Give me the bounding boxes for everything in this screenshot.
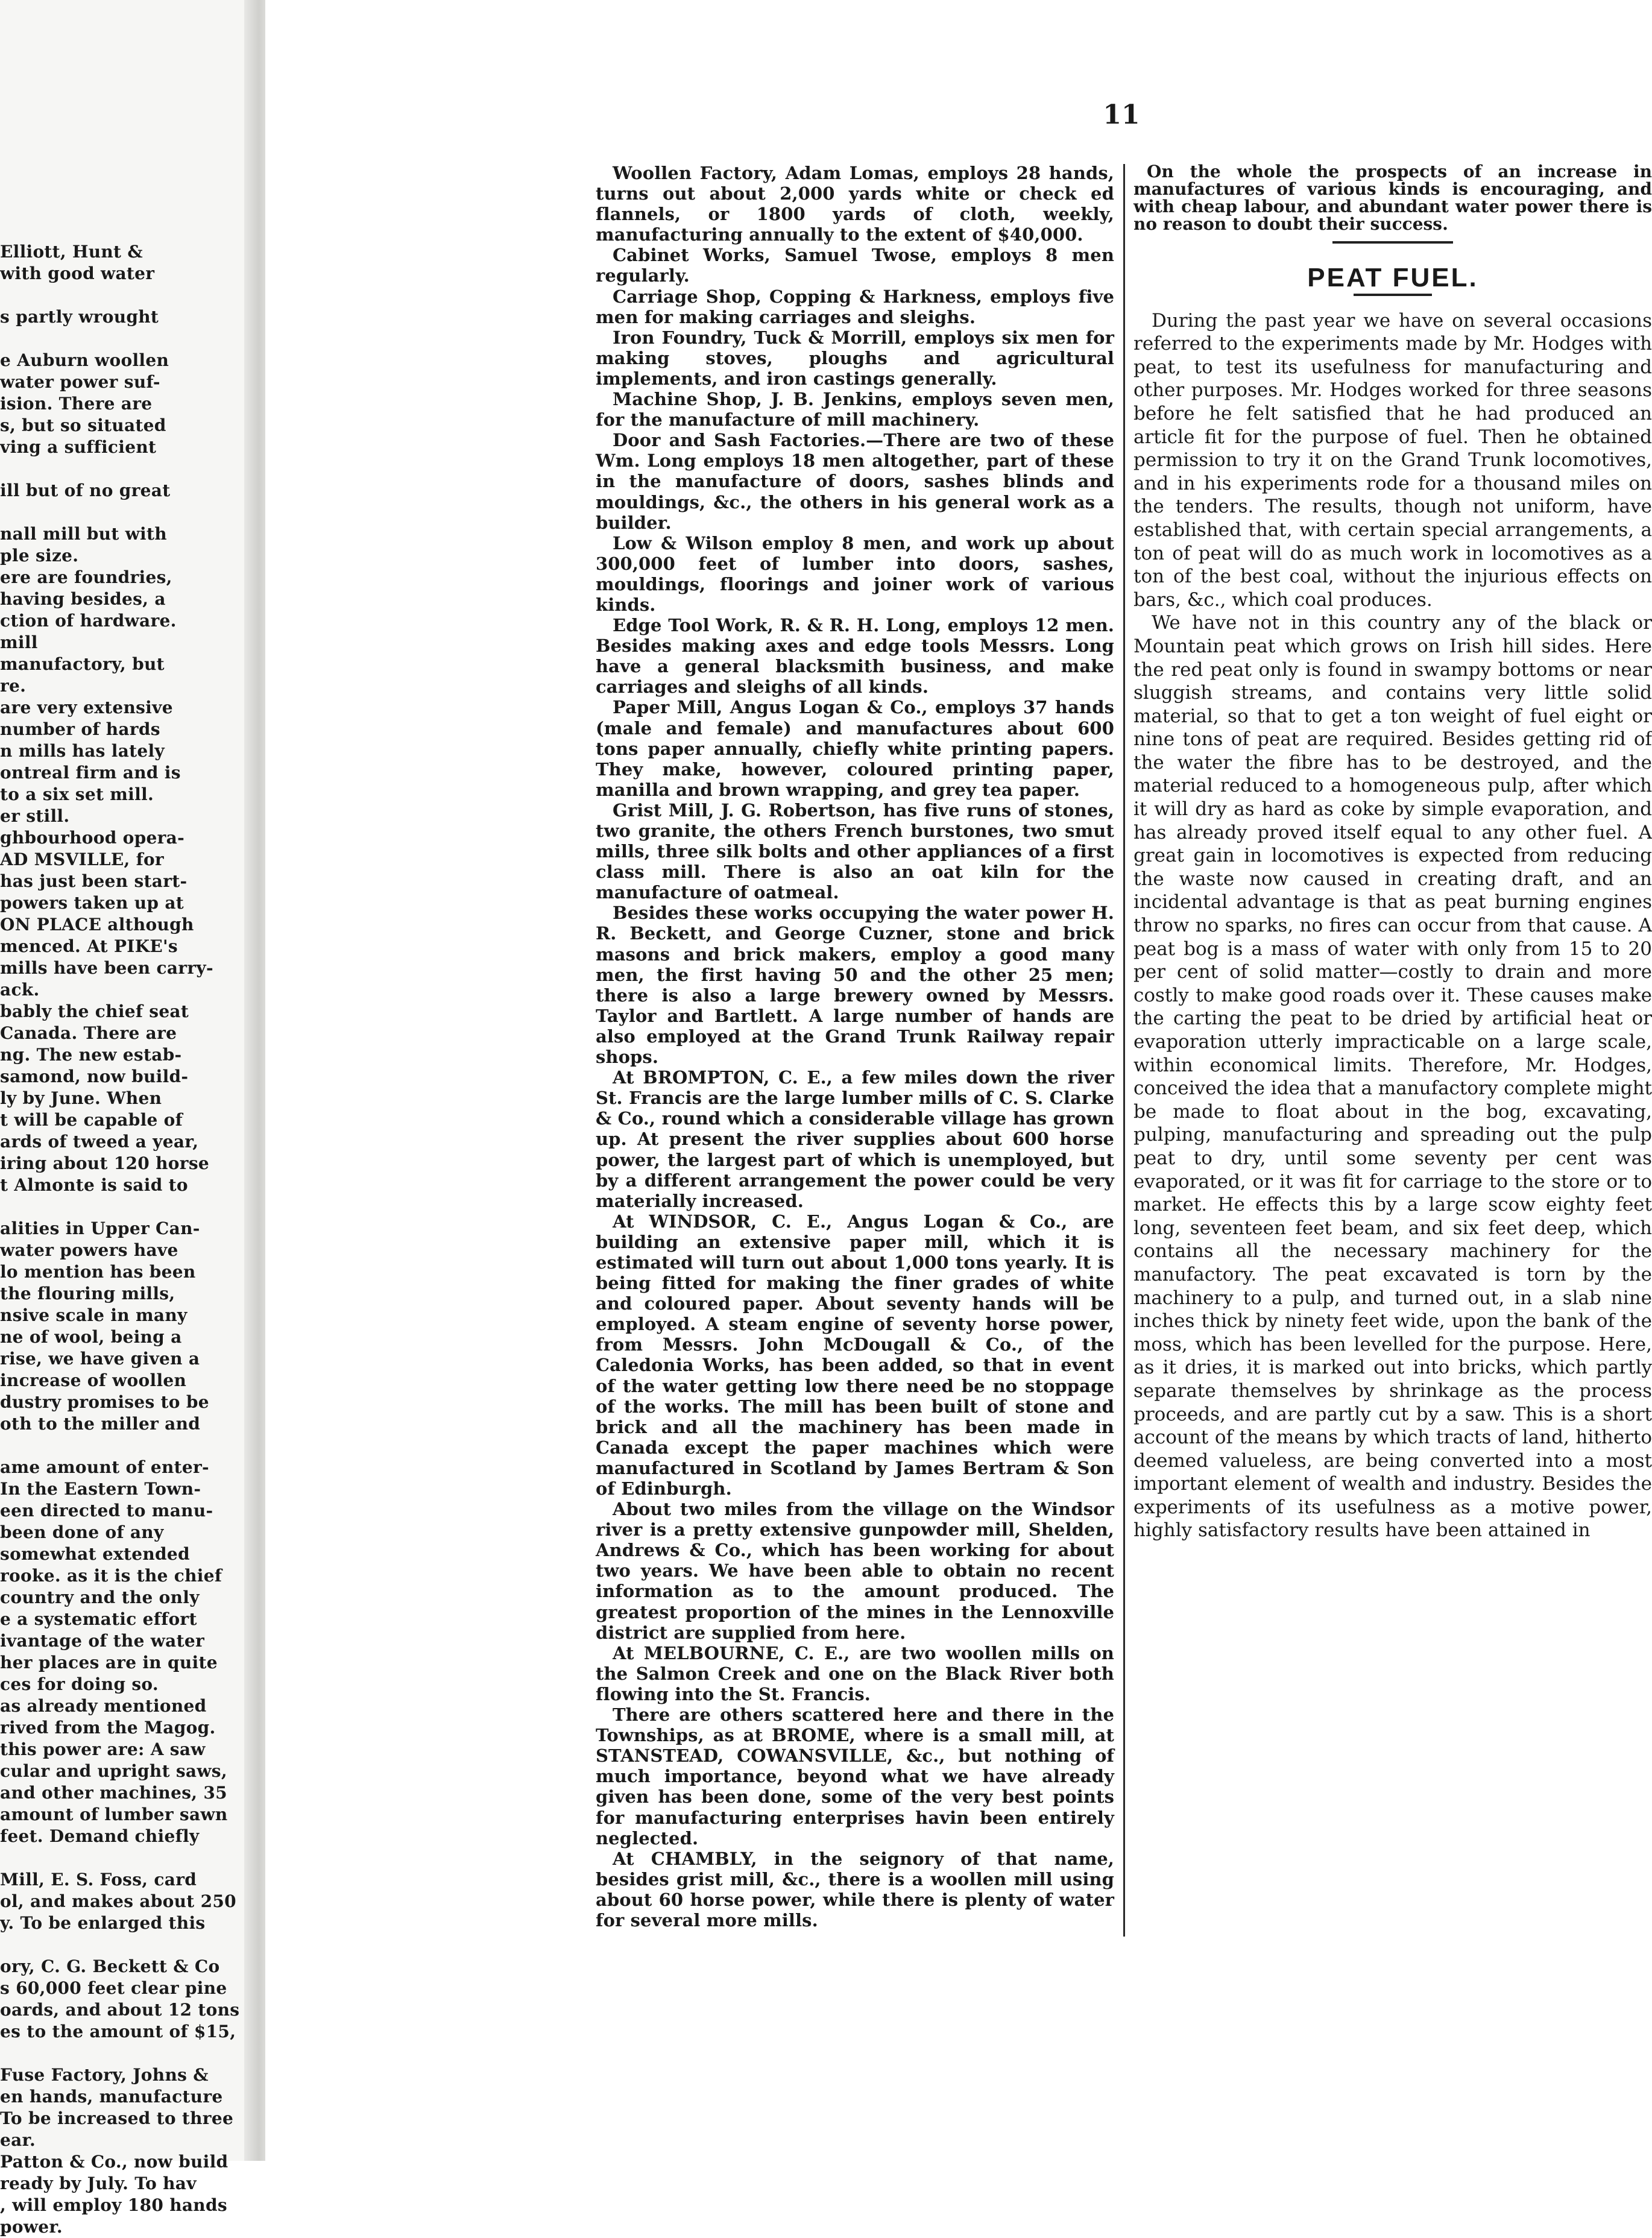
text-fragment: the flouring mills, (0, 1284, 175, 1303)
text-fragment: as already mentioned (0, 1696, 207, 1716)
paragraph: Machine Shop, J. B. Jenkins, employs seven men, for the manufacture of mill machinery. (596, 389, 1114, 430)
section-divider (1332, 241, 1453, 244)
text-fragment: rooke. as it is the chief (0, 1566, 222, 1586)
text-fragment: manufactory, but (0, 654, 165, 674)
text-fragment: t Almonte is said to (0, 1175, 188, 1195)
text-fragment: ON PLACE although (0, 915, 194, 935)
text-fragment: to a six set mill. (0, 784, 154, 804)
text-fragment: nsive scale in many (0, 1305, 188, 1325)
text-fragment: ere are foundries, (0, 567, 172, 587)
closing-paragraph: On the whole the prospects of an increase in manufactures of various kinds is encouraging, and with cheap labour, and abundant water power there is no reason to doubt their success. (1133, 162, 1652, 234)
text-fragment: feet. Demand chiefly (0, 1826, 200, 1846)
text-fragment: ision. There are (0, 394, 153, 414)
text-fragment: lo mention has been (0, 1262, 196, 1282)
text-fragment: dustry promises to be (0, 1392, 209, 1412)
text-fragment: Patton & Co., now build (0, 2152, 229, 2172)
text-fragment: s, but so situated (0, 415, 166, 435)
text-fragment: ving a sufficient (0, 437, 157, 457)
column-divider (1123, 164, 1125, 1937)
title-underline (1354, 294, 1432, 296)
line-gap (0, 328, 253, 350)
text-fragment: increase of woollen (0, 1370, 187, 1390)
paragraph: At CHAMBLY, in the seignory of that name, besides grist mill, &c., there is a woollen mill using about 60 horse power, while there is plenty of water for several more mills. (596, 1848, 1114, 1931)
text-fragment: een directed to manu- (0, 1501, 213, 1521)
line-gap (0, 1435, 253, 1457)
text-fragment: ol, and makes about 250 (0, 1891, 236, 1911)
text-fragment: ple size. (0, 546, 79, 566)
paragraph: Besides these works occupying the water power H. R. Beckett, and George Cuzner, stone and brick masons and brick makers, employ a good many men, the first having 50 and the other 25 men; there is also a large brewery owned by Messrs. Taylor and Bartlett. A large number of hands are also employed at the Grand Trunk Railway repair shops. (596, 903, 1114, 1068)
text-fragment: oards, and about 12 tons (0, 2000, 240, 2020)
text-fragment: oth to the miller and (0, 1414, 201, 1434)
text-fragment: mill (0, 632, 38, 652)
text-fragment: t will be capable of (0, 1110, 183, 1130)
text-fragment: ards of tweed a year, (0, 1132, 199, 1152)
text-fragment: this power are: A saw (0, 1739, 206, 1759)
text-fragment: iring about 120 horse (0, 1153, 210, 1173)
text-fragment: ng. The new estab- (0, 1045, 182, 1065)
paragraph: We have not in this country any of the black or Mountain peat which grows on Irish hill sides. Here the red peat only is found in swampy bottoms or near sluggish streams, and contains very little solid material, so that to get a ton weight of fuel eight or nine tons of peat are required. Besides getting rid of the water the fibre has to be destroyed, and the material reduced to a homogeneous pulp, after which it will dry as hard as coke by simple evaporation, and has already proved itself equal to any other fuel. A great gain in locomotives is expected from reducing the waste now caused in creating draft, and an incidental advantage is that as peat burning engines throw no sparks, no fires can occur from that cause. A peat bog is a mass of water with only from 15 to 20 per cent of solid matter—costly to drain and more costly to make good roads over it. These causes make the carting the peat to be dried by artificial heat or evaporation utterly impracticable on a large scale, within economical limits. Therefore, Mr. Hodges, conceived the idea that a manufactory complete might be made to float about in the bog, excavating, pulping, manufacturing and spreading out the pulp peat to dry, until some seventy per cent was evaporated, or it was fit for carriage to the store or to market. He effects this by a large scow eighty feet long, seventeen feet beam, and six feet deep, which contains all the necessary machinery for the manufactory. The peat excavated is torn by the machinery to a pulp, and turned out, in a slab nine inches thick by ninety feet wide, upon the bank of the moss, which has been levelled for the purpose. Here, as it dries, it is marked out into bricks, which partly separate themselves by shrinkage as the process proceeds, and are partly cut by a saw. This is a short account of the means by which tracts of land, hitherto deemed valueless, are being converted into a most important element of wealth and industry. Besides the experiments of its usefulness as a motive power, highly satisfactory results have been attained in (1133, 612, 1652, 1542)
text-fragment: samond, now build- (0, 1067, 189, 1086)
text-fragment: ready by July. To hav (0, 2173, 197, 2193)
line-gap (0, 1196, 253, 1218)
text-fragment: ill but of no great (0, 481, 171, 500)
paragraph: Woollen Factory, Adam Lomas, employs 28 hands, turns out about 2,000 yards white or check ed flannels, or 1800 yards of cloth, weekly, manufacturing annually to the extent of $40,000. (596, 163, 1114, 245)
text-fragment: In the Eastern Town- (0, 1479, 201, 1499)
text-fragment: s partly wrought (0, 307, 159, 327)
text-fragment: rise, we have given a (0, 1349, 200, 1369)
text-fragment: are very extensive (0, 698, 173, 717)
text-fragment: ghbourhood opera- (0, 828, 185, 848)
paragraph: Edge Tool Work, R. & R. H. Long, employs 12 men. Besides making axes and edge tools Messrs. Long have a general blacksmith business, and make carriages and sleighs of all kinds. (596, 615, 1114, 698)
text-fragment: ne of wool, being a (0, 1327, 182, 1347)
text-fragment: water power suf- (0, 372, 160, 392)
text-fragment: e Auburn woollen (0, 350, 169, 370)
text-fragment: , will employ 180 hands (0, 2195, 227, 2215)
text-fragment: mills have been carry- (0, 958, 213, 978)
text-fragment: ivantage of the water (0, 1631, 204, 1651)
right-page (265, 0, 1652, 2161)
line-gap (0, 1847, 253, 1869)
paragraph: During the past year we have on several occasions referred to the experiments made by Mr. Hodges with peat, to test its usefulness for manufacturing and other purposes. Mr. Hodges worked for three seasons before he felt satisfied that he had produced an article fit for the purpose of fuel. Then he obtained permission to try it on the Grand Trunk locomotives, and in his experiments rode for a thousand miles on the tenders. The results, though not uniform, have established that, with certain special arrangements, a ton of peat will do as much work in locomotives as a ton of the best coal, without the injurious effects on bars, &c., which coal produces. (1133, 309, 1652, 611)
paragraph: Paper Mill, Angus Logan & Co., employs 37 hands (male and female) and manufactures about 600 tons paper annually, chiefly white printing papers. They make, however, coloured printing paper, manilla and brown wrapping, and grey tea paper. (596, 697, 1114, 800)
text-fragment: bably the chief seat (0, 1001, 189, 1021)
text-fragment: ear. (0, 2130, 36, 2150)
text-fragment: AD MSVILLE, for (0, 849, 164, 869)
line-gap (0, 502, 253, 523)
page-number: 11 (1103, 99, 1140, 130)
line-gap (0, 285, 253, 306)
text-fragment: rived from the Magog. (0, 1718, 216, 1738)
paragraph: There are others scattered here and there in the Townships, as at BROME, where is a small mill, at STANSTEAD, COWANSVILLE, &c., but nothing of much importance, beyond what we have already given has been done, some of the very best points for manufacturing enterprises havin been entirely neglected. (596, 1704, 1114, 1849)
paragraph: Carriage Shop, Copping & Harkness, employs five men for making carriages and sleighs. (596, 286, 1114, 327)
text-fragment: has just been start- (0, 871, 188, 891)
paragraph: About two miles from the village on the Windsor river is a pretty extensive gunpowder mill, Shelden, Andrews & Co., which has been working for about two years. We have been able to obtain no recent information as to the amount produced. The greatest proportion of the mines in the Lennoxville district are supplied from here. (596, 1499, 1114, 1643)
text-fragment: Canada. There are (0, 1023, 177, 1043)
text-fragment: s 60,000 feet clear pine (0, 1978, 227, 1998)
text-fragment: ly by June. When (0, 1088, 162, 1108)
text-fragment: water powers have (0, 1240, 178, 1260)
article-body (1133, 309, 1652, 1542)
left-page (0, 0, 253, 2237)
paragraph: Iron Foundry, Tuck & Morrill, employs six men for making stoves, ploughs and agricultural implements, and iron castings generally. (596, 327, 1114, 389)
text-fragment: amount of lumber sawn (0, 1805, 228, 1824)
text-fragment: ory, C. G. Beckett & Co (0, 1956, 220, 1976)
text-fragment: ction of hardware. (0, 611, 177, 631)
line-gap (0, 1934, 253, 1956)
text-fragment: power. (0, 2217, 63, 2237)
text-fragment: menced. At PIKE's (0, 936, 178, 956)
text-fragment: having besides, a (0, 589, 166, 609)
text-fragment: powers taken up at (0, 893, 184, 913)
left-page-text-column (0, 241, 253, 2238)
text-fragment: alities in Upper Can- (0, 1218, 200, 1238)
text-fragment: ontreal firm and is (0, 763, 181, 783)
text-fragment: number of hards (0, 719, 160, 739)
text-fragment: es to the amount of $15, (0, 2022, 236, 2041)
text-fragment: re. (0, 676, 27, 696)
paragraph: Grist Mill, J. G. Robertson, has five runs of stones, two granite, the others French burstones, two smut mills, three silk bolts and other appliances of a first class mill. There is also an oat kiln for the manufacture of oatmeal. (596, 799, 1114, 903)
peat-fuel-column (1133, 163, 1652, 1542)
text-fragment: and other machines, 35 (0, 1783, 227, 1803)
text-fragment: ces for doing so. (0, 1674, 159, 1694)
article-title: PEAT FUEL. (1307, 263, 1478, 292)
text-fragment: Mill, E. S. Foss, card (0, 1870, 197, 1890)
text-fragment: ame amount of enter- (0, 1457, 209, 1477)
text-fragment: Fuse Factory, Johns & (0, 2065, 209, 2085)
text-fragment: y. To be enlarged this (0, 1913, 206, 1933)
paragraph: Low & Wilson employ 8 men, and work up about 300,000 feet of lumber into doors, sashes, mouldings, floorings and joiner work of various kinds. (596, 532, 1114, 615)
paragraph: Door and Sash Factories.—There are two of these Wm. Long employs 18 men altogether, part of these in the manufacture of doors, sashes blinds and mouldings, &c., the others in his general work as a builder. (596, 430, 1114, 533)
line-gap (0, 458, 253, 480)
text-fragment: with good water (0, 263, 155, 283)
text-fragment: en hands, manufacture (0, 2087, 223, 2107)
text-fragment: been done of any (0, 1522, 164, 1542)
paragraph: At MELBOURNE, C. E., are two woollen mills on the Salmon Creek and one on the Black River both flowing into the St. Francis. (596, 1642, 1114, 1704)
text-fragment: To be increased to three (0, 2108, 234, 2128)
paragraph: At BROMPTON, C. E., a few miles down the river St. Francis are the large lumber mills of C. S. Clarke & Co., round which a considerable village has grown up. At present the river supplies about 600 horse power, the largest part of which is unemployed, but by a different arrangement the power could be very materially increased. (596, 1067, 1114, 1211)
text-fragment: cular and upright saws, (0, 1761, 227, 1781)
text-fragment: Elliott, Hunt & (0, 242, 143, 262)
text-fragment: nall mill but with (0, 524, 167, 544)
text-fragment: country and the only (0, 1587, 200, 1607)
line-gap (0, 2043, 253, 2064)
text-fragment: her places are in quite (0, 1653, 218, 1672)
text-fragment: n mills has lately (0, 741, 165, 761)
text-fragment: ack. (0, 980, 40, 1000)
text-fragment: somewhat extended (0, 1544, 190, 1564)
manufactures-column (596, 163, 1114, 1931)
paragraph: Cabinet Works, Samuel Twose, employs 8 men regularly. (596, 245, 1114, 286)
text-fragment: er still. (0, 806, 70, 826)
paragraph: At WINDSOR, C. E., Angus Logan & Co., are building an extensive paper mill, which it is estimated will turn out about 1,000 tons yearly. It is being fitted for making the finer grades of white and coloured paper. About seventy hands will be employed. A steam engine of seventy horse power, from Messrs. John McDougall & Co., of the Caledonia Works, has been added, so that in event of the water getting low there need be no stoppage of the works. The mill has been built of stone and brick and all the machinery has been made in Canada except the paper machines which were manufactured in Scotland by James Bertram & Son of Edinburgh. (596, 1211, 1114, 1499)
text-fragment: e a systematic effort (0, 1609, 197, 1629)
